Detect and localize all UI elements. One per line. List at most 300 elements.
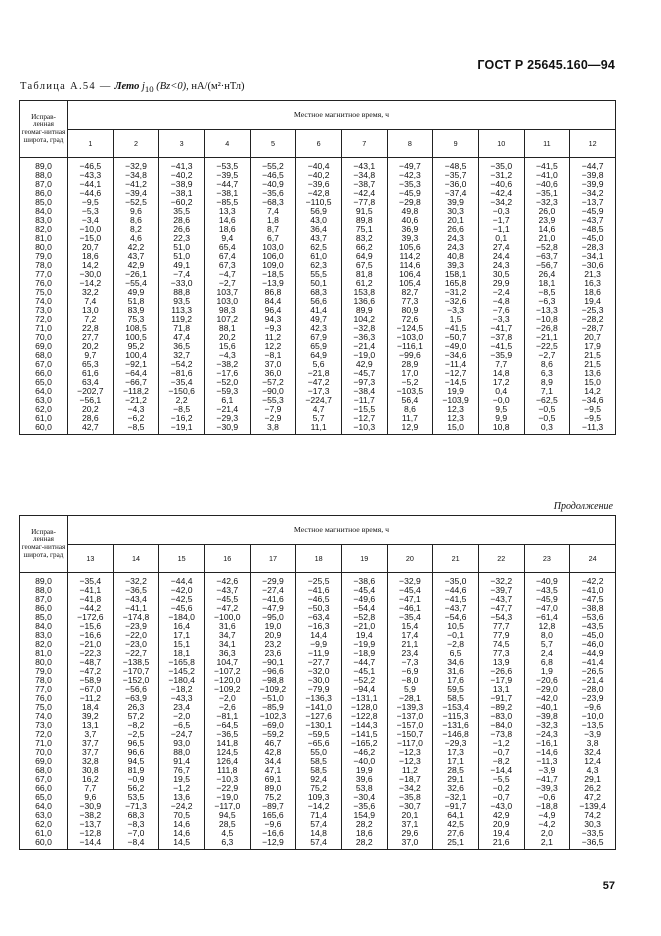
value-cell: −6,2 [113,414,159,423]
value-cell: −59,2 [250,730,296,739]
value-cell: −21,0 [341,622,387,631]
value-cell: −165,8 [159,658,205,667]
value-cell: −26,6 [478,667,524,676]
value-cell: −50,7 [433,333,479,342]
value-cell: −0,7 [478,793,524,802]
latitude-cell: 61,0 [20,414,68,423]
value-cell: 53,5 [113,793,159,802]
value-cell: −0,5 [524,405,570,414]
value-cell: 24,3 [433,234,479,243]
value-cell: −32,1 [433,793,479,802]
value-cell: −6,5 [159,721,205,730]
value-cell: 47,4 [159,333,205,342]
value-cell: 154,9 [341,811,387,820]
value-cell: 103,7 [204,288,250,297]
value-cell: −95,0 [250,613,296,622]
value-cell: −32,3 [524,198,570,207]
value-cell: −9,5 [570,414,616,423]
value-cell: −3,9 [570,730,616,739]
value-cell: 18,1 [159,649,205,658]
value-cell: 88,1 [204,324,250,333]
value-cell: 31,6 [204,622,250,631]
value-cell: 4,3 [570,766,616,775]
value-cell: −30,9 [204,423,250,435]
value-cell: −20,6 [524,676,570,685]
latitude-cell: 82,0 [20,640,68,649]
value-cell: 20,2 [68,342,114,351]
value-cell: −40,9 [250,180,296,189]
caption-unit: нА/(м²·нТл) [188,81,245,92]
value-cell: 13,3 [204,207,250,216]
value-cell: −2,7 [524,351,570,360]
value-cell: 29,1 [433,775,479,784]
latitude-cell: 84,0 [20,622,68,631]
value-cell: 26,0 [524,207,570,216]
value-cell: 42,2 [113,243,159,252]
value-cell: −42,0 [159,586,205,595]
value-cell: −49,6 [341,595,387,604]
value-cell: −15,0 [68,234,114,243]
hour-header: 7 [341,130,387,158]
value-cell: −21,4 [570,676,616,685]
value-cell: 7,4 [68,297,114,306]
value-cell: 47,1 [250,766,296,775]
value-cell: 18,6 [570,288,616,297]
latitude-cell: 81,0 [20,649,68,658]
value-cell: −39,5 [204,171,250,180]
value-cell: 105,4 [387,279,433,288]
value-cell: −44,1 [68,180,114,189]
value-cell: 77,3 [387,297,433,306]
value-cell: 22,3 [159,234,205,243]
value-cell: −13,3 [524,306,570,315]
latitude-cell: 82,0 [20,225,68,234]
value-cell: −34,8 [341,171,387,180]
latitude-cell: 73,0 [20,306,68,315]
value-cell: −12,7 [433,369,479,378]
value-cell: 24,3 [478,261,524,270]
value-cell: −35,6 [250,189,296,198]
table-row [20,586,616,595]
value-cell: 18,6 [341,829,387,838]
value-cell: −2,8 [433,640,479,649]
value-cell: 81,8 [341,270,387,279]
value-cell: −36,5 [113,586,159,595]
value-cell: 27,4 [478,243,524,252]
value-cell: −103,0 [387,333,433,342]
table-row [20,613,616,622]
value-cell: −118,2 [113,387,159,396]
value-cell: −22,3 [68,649,114,658]
value-cell: −35,0 [478,158,524,172]
value-cell: 68,3 [296,288,342,297]
value-cell: −41,1 [113,604,159,613]
value-cell: −41,6 [296,586,342,595]
latitude-column-header: Исправ-ленная геомаг-нитная широта, град [20,516,68,573]
value-cell: 32,7 [159,351,205,360]
table-row [20,595,616,604]
value-cell: −15,6 [68,622,114,631]
value-cell: −141,5 [341,730,387,739]
value-cell: 2,1 [524,838,570,850]
table-row [20,261,616,270]
value-cell: −10,0 [570,712,616,721]
value-cell: 21,1 [387,640,433,649]
table-row [20,396,616,405]
value-cell: −43,7 [570,216,616,225]
value-cell: 8,2 [113,225,159,234]
value-cell: −34,2 [570,189,616,198]
value-cell: −14,5 [433,378,479,387]
value-cell: −8,3 [113,820,159,829]
value-cell: −45,5 [204,595,250,604]
value-cell: 100,4 [113,351,159,360]
value-cell: 18,6 [204,225,250,234]
value-cell: 26,6 [433,225,479,234]
value-cell: −2,4 [478,288,524,297]
table-row [20,802,616,811]
value-cell: 57,4 [296,838,342,850]
value-cell: −13,7 [570,198,616,207]
table-row [20,369,616,378]
value-cell: 28,6 [159,216,205,225]
table-row [20,297,616,306]
value-cell: 69,1 [250,775,296,784]
value-cell: −100,0 [204,613,250,622]
table-row [20,225,616,234]
value-cell: 28,9 [387,360,433,369]
value-cell: 3,8 [570,739,616,748]
value-cell: −46,1 [387,604,433,613]
table-row [20,423,616,435]
value-cell: 28,5 [433,766,479,775]
value-cell: 16,2 [68,775,114,784]
value-cell: −44,9 [570,649,616,658]
value-cell: −0,6 [524,793,570,802]
hour-header: 19 [341,545,387,573]
value-cell: 14,8 [296,829,342,838]
value-cell: −35,3 [387,180,433,189]
table-row [20,784,616,793]
value-cell: 29,9 [478,279,524,288]
value-cell: −28,7 [570,324,616,333]
value-cell: −43,1 [341,158,387,172]
local-time-group-header: Местное магнитное время, ч [68,516,616,545]
value-cell: 42,9 [478,811,524,820]
hour-header: 4 [204,130,250,158]
value-cell: 89,0 [250,784,296,793]
latitude-cell: 75,0 [20,288,68,297]
hour-header: 23 [524,545,570,573]
value-cell: 49,9 [113,288,159,297]
value-cell: 84,4 [250,297,296,306]
latitude-cell: 79,0 [20,252,68,261]
value-cell: 96,5 [113,739,159,748]
value-cell: 94,5 [113,757,159,766]
caption-title: Лето [114,81,142,92]
table-row [20,793,616,802]
value-cell: −36,5 [570,838,616,850]
value-cell: −36,3 [341,333,387,342]
value-cell: 18,6 [68,252,114,261]
hour-header: 8 [387,130,433,158]
table-row [20,414,616,423]
value-cell: −8,4 [113,838,159,850]
value-cell: −19,0 [204,793,250,802]
value-cell: −59,3 [204,387,250,396]
value-cell: −16,3 [296,622,342,631]
value-cell: −45,4 [341,586,387,595]
latitude-cell: 87,0 [20,595,68,604]
value-cell: 153,8 [341,288,387,297]
value-cell: −35,6 [341,802,387,811]
value-cell: 39,9 [433,198,479,207]
table-row [20,676,616,685]
value-cell: −52,2 [341,676,387,685]
value-cell: −2,5 [113,730,159,739]
value-cell: 68,3 [113,811,159,820]
table-row [20,378,616,387]
value-cell: −89,2 [478,703,524,712]
value-cell: −18,8 [524,802,570,811]
value-cell: 34,6 [433,658,479,667]
value-cell: −54,2 [159,360,205,369]
value-cell: −46,5 [250,171,296,180]
value-cell: −128,0 [341,703,387,712]
value-cell: 8,6 [524,360,570,369]
value-cell: −9,5 [68,198,114,207]
value-cell: −38,1 [204,189,250,198]
value-cell: 13,1 [478,685,524,694]
value-cell: −85,5 [204,198,250,207]
value-cell: −41,0 [524,171,570,180]
value-cell: 58,5 [433,694,479,703]
table-row [20,757,616,766]
value-cell: 51,0 [159,252,205,261]
data-table-hours-13-24 [19,515,616,850]
value-cell: 113,3 [159,306,205,315]
value-cell: 20,7 [570,333,616,342]
value-cell: 119,2 [159,315,205,324]
value-cell: −136,3 [296,694,342,703]
value-cell: −224,7 [296,396,342,405]
value-cell: 46,7 [250,739,296,748]
value-cell: −43,5 [570,622,616,631]
value-cell: −24,3 [524,730,570,739]
table-row [20,811,616,820]
value-cell: 67,5 [341,261,387,270]
value-cell: 49,1 [159,261,205,270]
value-cell: −41,5 [524,158,570,172]
value-cell: −69,0 [250,721,296,730]
latitude-cell: 86,0 [20,604,68,613]
table-row [20,279,616,288]
value-cell: 91,4 [159,757,205,766]
value-cell: 30,3 [570,820,616,829]
value-cell: −44,2 [68,604,114,613]
value-cell: 36,4 [296,225,342,234]
latitude-cell: 67,0 [20,360,68,369]
table-row [20,739,616,748]
value-cell: 109,0 [250,261,296,270]
value-cell: −32,9 [113,158,159,172]
value-cell: −6,3 [524,297,570,306]
value-cell: −0,7 [478,748,524,757]
value-cell: 5,6 [296,360,342,369]
table-row [20,604,616,613]
value-cell: −43,5 [524,586,570,595]
value-cell: 18,4 [68,703,114,712]
value-cell: −90,1 [250,658,296,667]
value-cell: 74,5 [478,640,524,649]
value-cell: −3,4 [68,216,114,225]
value-cell: −30,9 [68,802,114,811]
caption-condition: (Bz<0), [153,81,189,92]
value-cell: 11,1 [296,423,342,435]
value-cell: −98,8 [250,676,296,685]
value-cell: 8,6 [387,405,433,414]
value-cell: 9,5 [478,405,524,414]
value-cell: 5,9 [387,685,433,694]
value-cell: −38,6 [341,573,387,587]
latitude-cell: 70,0 [20,333,68,342]
value-cell: 6,3 [204,838,250,850]
value-cell: 0,4 [478,387,524,396]
document-code: ГОСТ Р 25645.160—94 [477,58,615,72]
value-cell: −102,3 [250,712,296,721]
latitude-cell: 86,0 [20,189,68,198]
value-cell: 14,4 [296,631,342,640]
table-row [20,216,616,225]
value-cell: 0,3 [524,423,570,435]
value-cell: −0,0 [478,396,524,405]
value-cell: 23,4 [387,649,433,658]
value-cell: −3,9 [524,766,570,775]
value-cell: −2,9 [250,414,296,423]
value-cell: 30,8 [68,766,114,775]
value-cell: 17,2 [478,378,524,387]
value-cell: 56,6 [296,297,342,306]
value-cell: −91,7 [433,802,479,811]
value-cell: −37,4 [433,189,479,198]
value-cell: 136,6 [341,297,387,306]
value-cell: 86,8 [250,288,296,297]
value-cell: −16,1 [524,739,570,748]
latitude-cell: 70,0 [20,748,68,757]
hour-header: 21 [433,545,479,573]
value-cell: 19,4 [570,297,616,306]
value-cell: −62,5 [524,396,570,405]
value-cell: 9,7 [68,351,114,360]
value-cell: −43,3 [159,694,205,703]
latitude-cell: 80,0 [20,243,68,252]
value-cell: −39,3 [524,784,570,793]
value-cell: −0,9 [113,775,159,784]
value-cell: −61,4 [524,613,570,622]
value-cell: 8,9 [524,378,570,387]
latitude-cell: 77,0 [20,270,68,279]
value-cell: 12,4 [570,757,616,766]
value-cell: −117,0 [204,802,250,811]
value-cell: −27,7 [296,658,342,667]
value-cell: 35,5 [159,207,205,216]
value-cell: −14,2 [296,802,342,811]
value-cell: −43,7 [433,604,479,613]
value-cell: 15,4 [387,622,433,631]
value-cell: 42,5 [433,820,479,829]
value-cell: −144,3 [341,721,387,730]
value-cell: −12,7 [341,414,387,423]
value-cell: 17,1 [433,757,479,766]
value-cell: 36,5 [159,342,205,351]
table-row [20,838,616,850]
value-cell: −1,2 [159,784,205,793]
value-cell: 109,3 [296,793,342,802]
value-cell: −42,0 [524,694,570,703]
value-cell: 64,9 [341,252,387,261]
value-cell: 27,6 [433,829,479,838]
value-cell: −45,4 [387,586,433,595]
value-cell: 42,9 [113,261,159,270]
value-cell: −16,6 [68,631,114,640]
value-cell: −29,3 [433,739,479,748]
value-cell: 39,2 [68,712,114,721]
latitude-cell: 89,0 [20,573,68,587]
value-cell: −10,3 [341,423,387,435]
value-cell: −127,6 [296,712,342,721]
value-cell: −44,6 [68,189,114,198]
value-cell: 29,1 [570,775,616,784]
value-cell: 51,0 [159,243,205,252]
value-cell: 14,6 [204,216,250,225]
value-cell: −41,8 [68,595,114,604]
latitude-cell: 63,0 [20,811,68,820]
latitude-cell: 84,0 [20,207,68,216]
value-cell: −45,7 [341,369,387,378]
value-cell: −14,4 [478,766,524,775]
value-cell: −35,8 [387,793,433,802]
value-cell: −39,8 [570,171,616,180]
value-cell: 71,4 [296,811,342,820]
value-cell: −11,7 [341,396,387,405]
latitude-cell: 65,0 [20,793,68,802]
value-cell: 17,9 [570,342,616,351]
value-cell: −47,2 [68,667,114,676]
value-cell: −47,0 [524,604,570,613]
value-cell: 13,0 [68,306,114,315]
value-cell: −32,8 [341,324,387,333]
value-cell: 67,9 [296,333,342,342]
value-cell: 106,0 [250,252,296,261]
hour-header: 5 [250,130,296,158]
value-cell: −41,3 [159,158,205,172]
value-cell: 17,6 [433,676,479,685]
value-cell: −46,2 [341,748,387,757]
value-cell: −26,8 [524,324,570,333]
value-cell: 11,7 [387,414,433,423]
value-cell: 75,2 [250,793,296,802]
value-cell: −38,4 [341,387,387,396]
value-cell: 12,9 [387,423,433,435]
value-cell: −30,4 [341,793,387,802]
value-cell: 20,2 [204,333,250,342]
hour-header: 16 [204,545,250,573]
value-cell: 6,5 [433,649,479,658]
value-cell: 14,6 [524,225,570,234]
value-cell: −45,9 [570,207,616,216]
value-cell: −41,6 [250,595,296,604]
value-cell: 11,2 [250,333,296,342]
